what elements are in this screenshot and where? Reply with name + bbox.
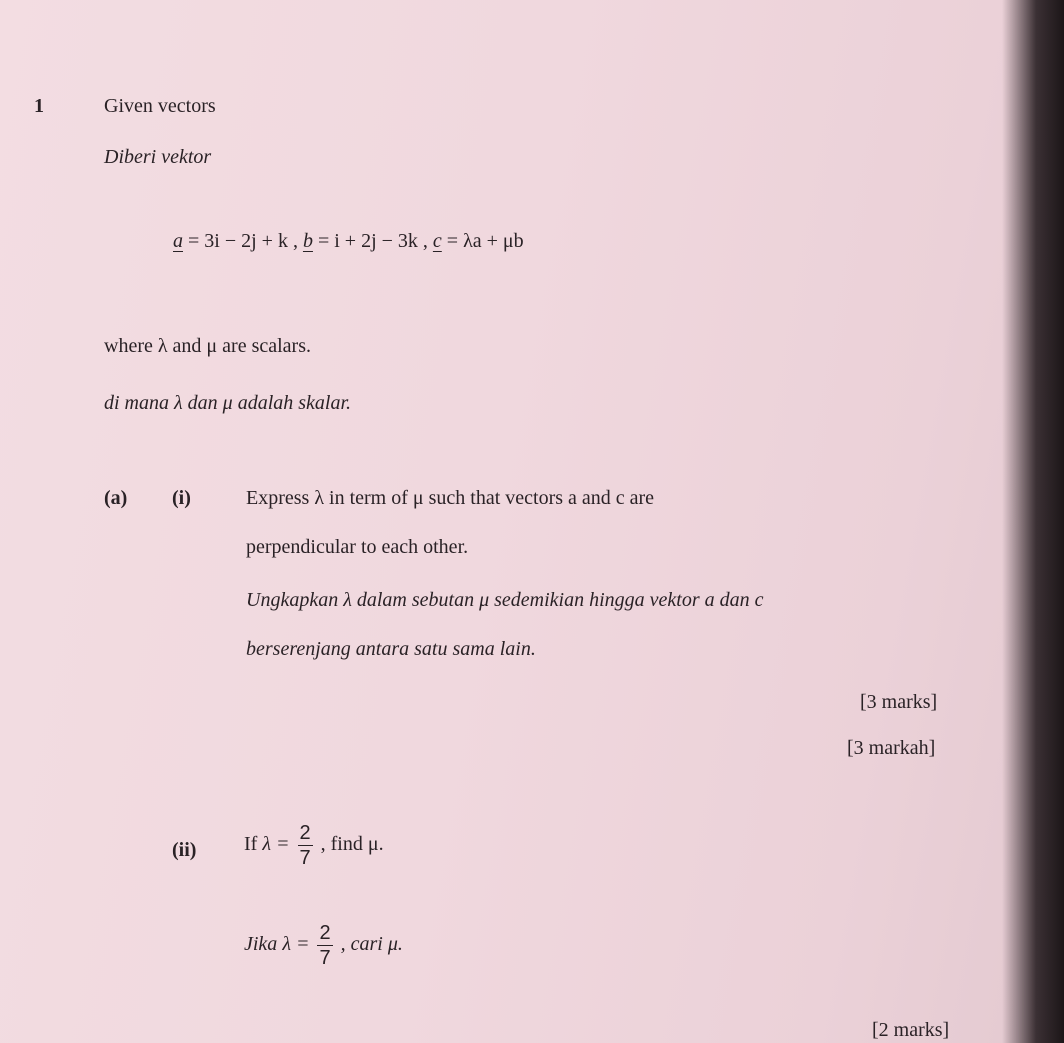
- question-number: 1: [34, 95, 44, 117]
- scalars-english: where λ and μ are scalars.: [104, 335, 311, 357]
- find-text: , find μ.: [320, 833, 384, 856]
- sub-ii-question-ms: [244, 922, 403, 969]
- page-edge-shadow: [1002, 0, 1064, 1043]
- fraction: [298, 822, 313, 869]
- sub-i-text-ms-line2: berserenjang antara satu sama lain.: [246, 638, 536, 660]
- sub-ii-label: (ii): [172, 839, 197, 861]
- sub-i-marks-ms: [3 markah]: [847, 737, 936, 759]
- fraction-ms-denominator: 7: [319, 947, 331, 969]
- fraction-ms: [317, 922, 332, 969]
- sub-i-label: (i): [172, 487, 191, 509]
- sub-i-text-ms-line1: Ungkapkan λ dalam sebutan μ sedemikian hingga vektor a dan c: [246, 589, 764, 611]
- vector-b-name: b: [302, 230, 313, 252]
- vector-c-name: c: [432, 230, 442, 252]
- fraction-ms-numerator: 2: [319, 922, 331, 944]
- cari-text: , cari μ.: [340, 933, 403, 956]
- vector-definitions: [173, 231, 524, 251]
- sub-ii-question-en: [244, 822, 384, 869]
- sub-ii-marks-en: [2 marks]: [872, 1019, 950, 1041]
- vector-a-name: a: [173, 230, 183, 252]
- vector-c-expr: = λa + μb: [446, 230, 524, 252]
- part-a-label: (a): [104, 487, 128, 509]
- fraction-denominator: 7: [299, 847, 311, 869]
- jika-word: Jika: [244, 933, 278, 956]
- sub-i-text-en-line1: Express λ in term of μ such that vectors a and c are: [246, 487, 655, 509]
- lambda-equals-ms: λ =: [282, 933, 310, 956]
- if-word: If: [244, 833, 258, 856]
- intro-english: Given vectors: [104, 95, 216, 117]
- vector-b-expr: = i + 2j − 3k ,: [317, 230, 428, 252]
- intro-malay: Diberi vektor: [104, 146, 212, 168]
- sub-i-marks-en: [3 marks]: [860, 691, 938, 713]
- fraction-numerator: 2: [299, 822, 311, 844]
- scalars-malay: di mana λ dan μ adalah skalar.: [104, 392, 352, 414]
- sub-i-text-en-line2: perpendicular to each other.: [246, 536, 469, 558]
- lambda-equals: λ =: [262, 833, 290, 856]
- vector-a-expr: = 3i − 2j + k ,: [188, 230, 298, 252]
